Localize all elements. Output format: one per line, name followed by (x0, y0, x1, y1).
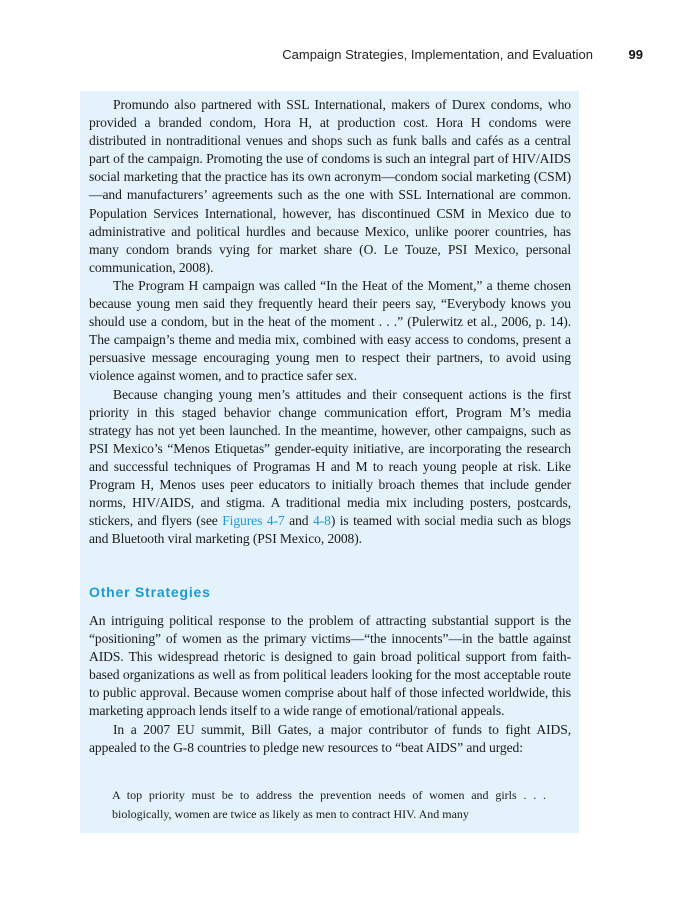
paragraph-positioning-women: An intriguing political response to the problem of attracting substantial support is the “positioning” of women as the primary victims—“the innocents”—in the battle against AIDS. This widespread rhetoric is designed to gain broad political support from faith-based organizations as well as from political leaders looking for the most acceptable route to public approval. Because women comprise about half of those infected worldwide, this marketing approach lends itself to a wide range of emotional/rational appeals. (89, 613, 571, 719)
paragraph-program-h: The Program H campaign was called “In the Heat of the Moment,” a theme chosen because young men said they frequently heard their peers say, “Everybody knows you should use a condom, but in the heat of the moment . . .” (Pulerwitz et al., 2006, p. 14). The campaign’s theme and media mix, combined with easy access to condoms, present a persuasive message encouraging young men to respect their partners, to avoid using violence against women, and to practice safer sex. (89, 277, 571, 384)
figure-link-4-7[interactable]: Figures 4-7 (222, 513, 285, 529)
case-study-text (89, 96, 571, 548)
paragraph-program-m-end: ) is teamed with social media such as blogs and Bluetooth viral marketing (PSI Mexico, 2008). (89, 513, 571, 547)
paragraph-promundo: Promundo also partnered with SSL International, makers of Durex condoms, who provided a branded condom, Hora H, at production cost. Hora H condoms were distributed in nontraditional venues and shops such as funk balls and cafés as a central part of the campaign. Promoting the use of condoms is such an integral part of HIV/AIDS social marketing that the practice has its own acronym—condom social marketing (CSM)—and manufacturers’ agreements such as the one with SSL International are common. Population Services International, however, has discontinued CSM in Mexico due to administrative and political hurdles and because Mexico, unlike poorer countries, has many condom brands vying for market share (O. Le Touze, PSI Mexico, personal communication, 2008). (89, 97, 571, 275)
running-head (0, 47, 699, 67)
figure-link-4-8[interactable]: 4-8 (312, 513, 331, 529)
paragraph-program-m-text: Because changing young men’s attitudes and their consequent actions is the first priority in this staged behavior change communication effort, Program M’s media strategy has not yet been launched. In the meantime, however, other campaigns, such as PSI Mexico’s “Menos Etiquetas” gender-equity initiative, are incorporating the research and successful techniques of Programas H and M to reach young people at risk. Like Program H, Menos uses peer educators to initially broach themes that include gender norms, HIV/AIDS, and stigma. A traditional media mix including posters, postcards, stickers, and flyers (see (89, 386, 571, 529)
other-strategies-text (89, 612, 571, 757)
running-title: Campaign Strategies, Implementation, and Evaluation (282, 47, 593, 62)
section-heading-other-strategies: Other Strategies (89, 584, 211, 600)
paragraph-bill-gates: In a 2007 EU summit, Bill Gates, a major contributor of funds to fight AIDS, appealed to the G-8 countries to pledge new resources to “beat AIDS” and urged: (89, 721, 571, 755)
page-number: 99 (628, 47, 643, 62)
block-quote (112, 786, 546, 824)
paragraph-program-m (89, 386, 571, 549)
paragraph-program-m-and: and (284, 513, 313, 529)
block-quote-text: A top priority must be to address the prevention needs of women and girls . . . biologically, women are twice as likely as men to contract HIV. And many (112, 788, 546, 821)
